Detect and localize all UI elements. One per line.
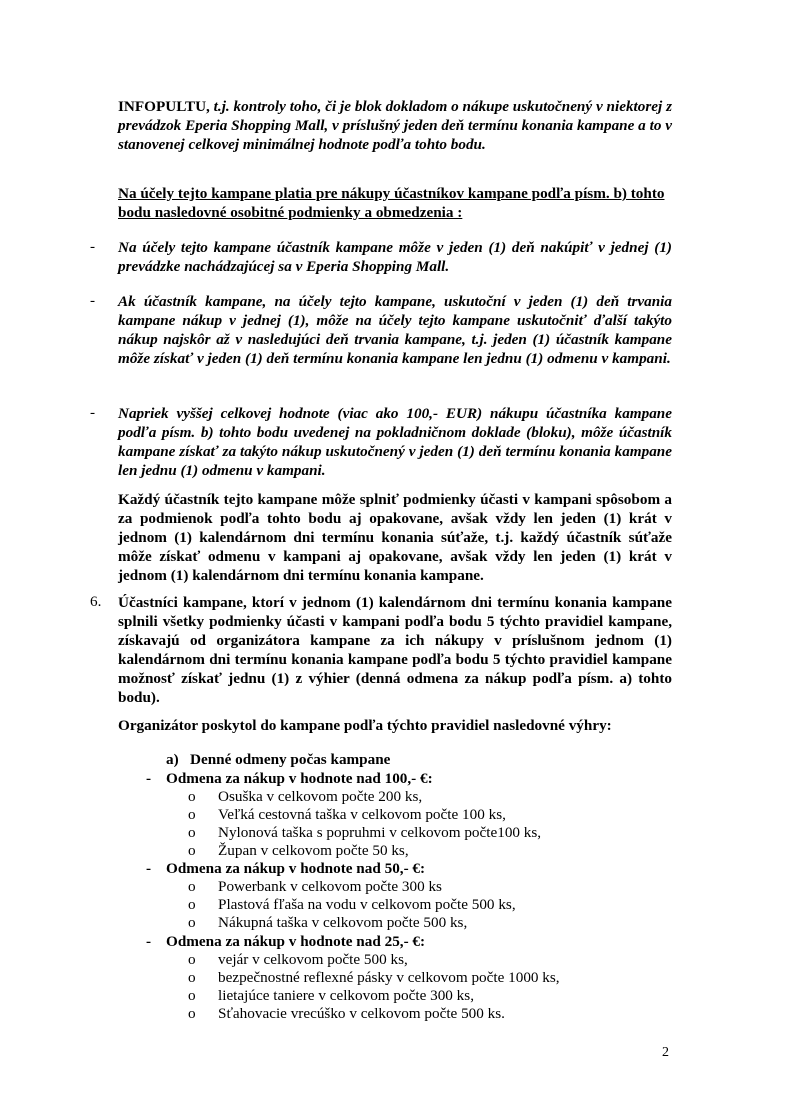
bullet: o	[188, 951, 196, 968]
prize-item: bezpečnostné reflexné pásky v celkovom počte 1000 ks,	[218, 969, 560, 986]
prize-item: Sťahovacie vrecúško v celkovom počte 500 ks.	[218, 1005, 505, 1022]
infopult-rest: t.j. kontroly toho, či je blok dokladom o nákupe uskutočnený v niektorej z prevádzok Eperia Shopping Mall, v príslušný jeden deň termínu konania kampane a to v stanovenej celkovej minimálnej hodnote podľa tohto bodu.	[118, 98, 672, 153]
prize-item: Veľká cestovná taška v celkovom počte 100 ks,	[218, 806, 506, 823]
bullet: o	[188, 914, 196, 931]
prize-item: Nákupná taška v celkovom počte 500 ks,	[218, 914, 468, 931]
prize-item: Powerbank v celkovom počte 300 ks	[218, 878, 442, 895]
bullet: o	[188, 969, 196, 986]
condition-text-3: Napriek vyššej celkovej hodnote (viac ako 100,- EUR) nákupu účastníka kampane podľa písm. b) tohto bodu uvedenej na pokladničnom doklade (bloku), môže účastník kampane získať za takýto nákup uskutočnený v jeden (1) deň termínu konania kampane len jednu (1) odmenu v kampani.	[118, 405, 672, 479]
group-mark: -	[146, 860, 152, 877]
page-number: 2	[662, 1045, 669, 1060]
prize-group-title-3: Odmena za nákup v hodnote nad 25,- €:	[166, 933, 426, 950]
bullet: o	[188, 987, 196, 1004]
prizes-intro: Organizátor poskytol do kampane podľa týchto pravidiel nasledovné výhry:	[118, 717, 612, 734]
condition-text-1: Na účely tejto kampane účastník kampane môže v jeden (1) deň nakúpiť v jednej (1) prevádzke nachádzajúcej sa v Eperia Shopping Mall.	[118, 239, 672, 275]
prize-section-title: Denné odmeny počas kampane	[190, 751, 391, 768]
bullet: o	[188, 842, 196, 859]
group-mark: -	[146, 933, 152, 950]
section-number: 6.	[90, 593, 102, 610]
prize-group-title-2: Odmena za nákup v hodnote nad 50,- €:	[166, 860, 426, 877]
paragraph-repeat-participation: Každý účastník tejto kampane môže splniť podmienky účasti v kampani spôsobom a za podmienok podľa tohto bodu aj opakovane, avšak vždy len jeden (1) krát v jednom (1) kalendárnom dni termínu konania súťaže, t.j. každý účastník súťaže môže získať odmenu v kampani aj opakovane, avšak vždy len jeden (1) krát v jednom (1) kalendárnom dni termínu konania kampane.	[118, 491, 672, 584]
dash-mark: -	[90, 238, 96, 255]
condition-text-2: Ak účastník kampane, na účely tejto kampane, uskutoční v jeden (1) deň trvania kampane nákup v jednej (1), môže na účely tejto kampane uskutočniť ďalší takýto nákup najskôr až v nasledujúci deň trvania kampane, t.j. jeden (1) účastník kampane môže získať v jeden (1) deň termínu konania kampane len jednu (1) odmenu v kampani.	[118, 293, 672, 367]
conditions-heading: Na účely tejto kampane platia pre nákupy účastníkov kampane podľa písm. b) tohto bodu nasledovné osobitné podmienky a obmedzenia :	[118, 185, 665, 221]
bullet: o	[188, 824, 196, 841]
prize-item: lietajúce taniere v celkovom počte 300 ks,	[218, 987, 474, 1004]
group-mark: -	[146, 770, 152, 787]
bullet: o	[188, 788, 196, 805]
prize-item: vejár v celkovom počte 500 ks,	[218, 951, 408, 968]
prize-item: Nylonová taška s popruhmi v celkovom počte100 ks,	[218, 824, 542, 841]
dash-mark: -	[90, 404, 96, 421]
paragraph-infopult	[118, 97, 672, 154]
prize-group-title-1: Odmena za nákup v hodnote nad 100,- €:	[166, 770, 433, 787]
section-6-text: Účastníci kampane, ktorí v jednom (1) kalendárnom dni termínu konania kampane splnili všetky podmienky účasti v kampani podľa bodu 5 týchto pravidiel kampane, získavajú od organizátora kampane za ich nákupy v príslušnom jednom (1) kalendárnom dni termínu konania kampane podľa bodu 5 týchto pravidiel kampane možnosť získať jednu (1) z výhier (denná odmena za nákup podľa písm. a) tohto bodu).	[118, 594, 672, 706]
prize-item: Župan v celkovom počte 50 ks,	[218, 842, 409, 859]
bullet: o	[188, 806, 196, 823]
prize-section-label: a)	[166, 751, 179, 768]
prize-item: Osuška v celkovom počte 200 ks,	[218, 788, 423, 805]
infopult-lead: INFOPULTU,	[118, 98, 210, 115]
prize-item: Plastová fľaša na vodu v celkovom počte 500 ks,	[218, 896, 516, 913]
bullet: o	[188, 1005, 196, 1022]
dash-mark: -	[90, 292, 96, 309]
bullet: o	[188, 878, 196, 895]
bullet: o	[188, 896, 196, 913]
